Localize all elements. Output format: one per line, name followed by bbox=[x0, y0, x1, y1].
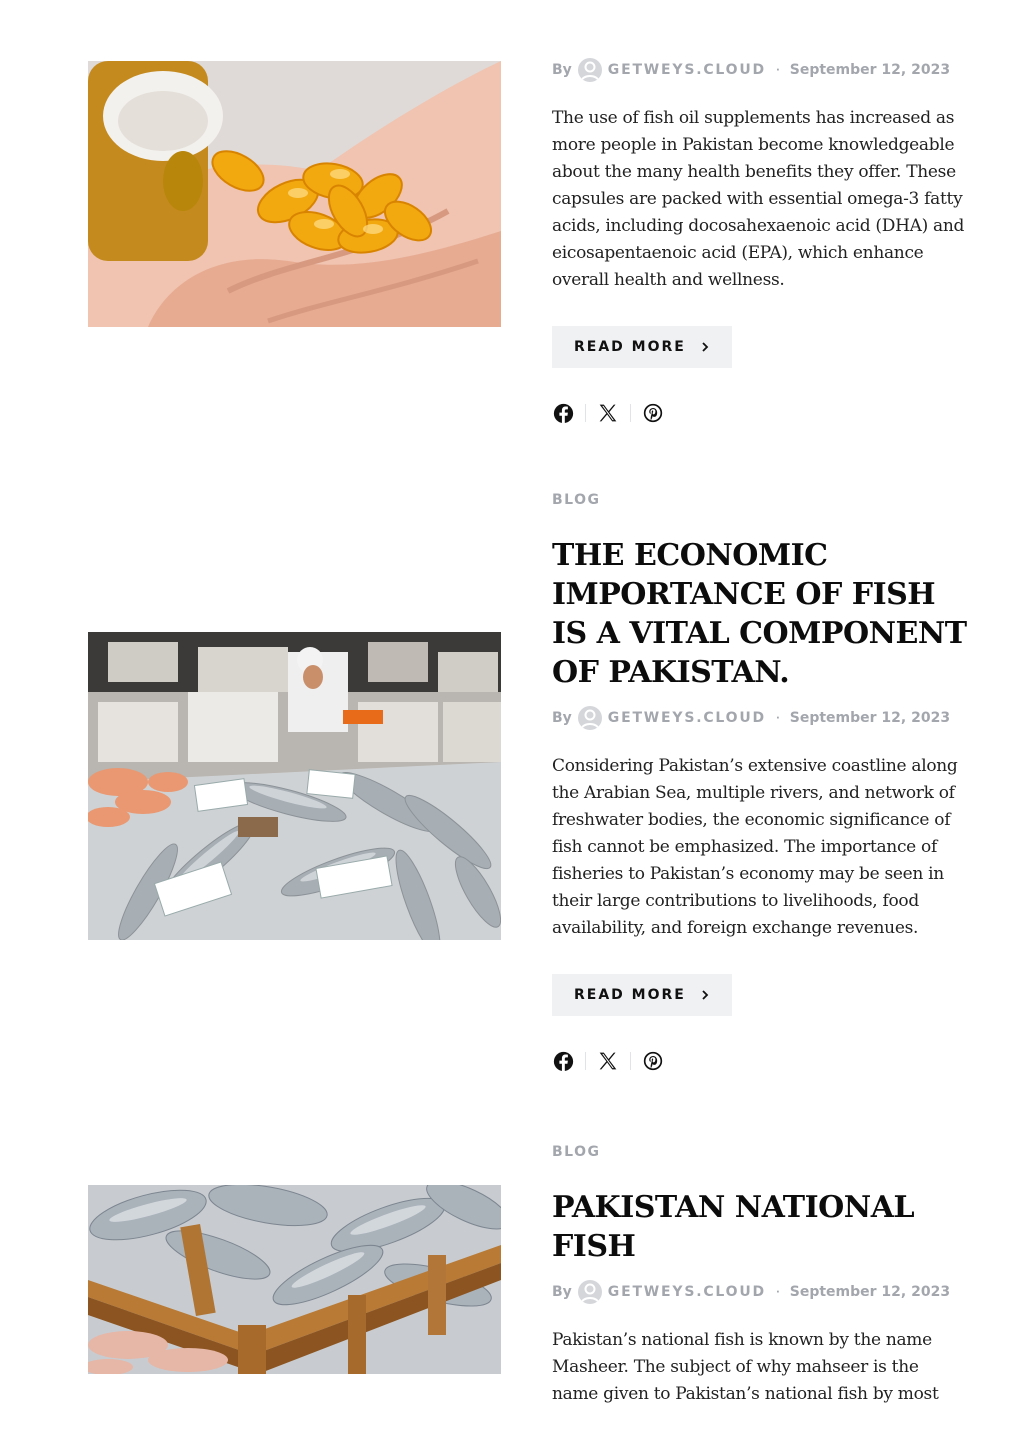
share-divider bbox=[630, 404, 631, 422]
post-meta bbox=[552, 58, 967, 82]
read-more-button[interactable] bbox=[552, 326, 732, 368]
fish-market-image bbox=[88, 632, 501, 940]
post-date[interactable]: September 12, 2023 bbox=[789, 1284, 951, 1300]
avatar[interactable] bbox=[578, 1280, 602, 1304]
post-title[interactable]: PAKISTAN NATIONAL FISH bbox=[552, 1190, 915, 1264]
user-avatar-icon bbox=[578, 58, 602, 82]
share-links bbox=[552, 402, 967, 424]
pinterest-icon[interactable] bbox=[642, 402, 664, 424]
x-icon[interactable] bbox=[597, 402, 619, 424]
fish-oil-image bbox=[88, 61, 501, 327]
facebook-icon[interactable] bbox=[552, 402, 574, 424]
chevron-right-icon bbox=[700, 341, 710, 353]
post-thumbnail[interactable] bbox=[88, 1185, 501, 1374]
read-more-label: READ MORE bbox=[574, 987, 686, 1003]
share-divider bbox=[585, 404, 586, 422]
by-label: By bbox=[552, 1284, 572, 1300]
post-title[interactable]: THE ECONOMIC IMPORTANCE OF FISH IS A VITAL COMPONENT OF PAKISTAN. bbox=[552, 538, 967, 690]
chevron-right-icon bbox=[700, 989, 710, 1001]
author-link[interactable]: GETWEYS.CLOUD bbox=[607, 62, 766, 78]
x-icon[interactable] bbox=[597, 1050, 619, 1072]
read-more-label: READ MORE bbox=[574, 339, 686, 355]
author-link[interactable]: GETWEYS.CLOUD bbox=[607, 710, 766, 726]
avatar[interactable] bbox=[578, 706, 602, 730]
avatar[interactable] bbox=[578, 58, 602, 82]
pinterest-icon[interactable] bbox=[642, 1050, 664, 1072]
post-meta bbox=[552, 706, 967, 730]
post-meta bbox=[552, 1280, 967, 1304]
post-category[interactable]: BLOG bbox=[552, 492, 601, 508]
share-links bbox=[552, 1050, 967, 1072]
meta-separator: · bbox=[775, 64, 780, 76]
meta-separator: · bbox=[775, 712, 780, 724]
post-category[interactable]: BLOG bbox=[552, 1144, 601, 1160]
post-excerpt: The use of fish oil supplements has increased as more people in Pakistan become knowledgeable about the many health benefits they offer. These capsules are packed with essential omega-3 fatty acids, including docosahexaenoic acid (DHA) and eicosapentaenoic acid (EPA), which enhance overall health and wellness. bbox=[552, 108, 965, 290]
user-avatar-icon bbox=[578, 1280, 602, 1304]
post-date[interactable]: September 12, 2023 bbox=[789, 62, 951, 78]
meta-separator: · bbox=[775, 1286, 780, 1298]
post-thumbnail[interactable] bbox=[88, 61, 501, 327]
author-link[interactable]: GETWEYS.CLOUD bbox=[607, 1284, 766, 1300]
post-thumbnail[interactable] bbox=[88, 632, 501, 940]
share-divider bbox=[630, 1052, 631, 1070]
post-excerpt: Considering Pakistan’s extensive coastline along the Arabian Sea, multiple rivers, and network of freshwater bodies, the economic significance of fish cannot be emphasized. The importance of fisheries to Pakistan’s economy may be seen in their large contributions to livelihoods, food availability, and foreign exchange revenues. bbox=[552, 756, 958, 938]
read-more-button[interactable] bbox=[552, 974, 732, 1016]
share-divider bbox=[585, 1052, 586, 1070]
by-label: By bbox=[552, 710, 572, 726]
user-avatar-icon bbox=[578, 706, 602, 730]
post-content bbox=[552, 58, 967, 424]
post-excerpt: Pakistan’s national fish is known by the name Masheer. The subject of why mahseer is the name given to Pakistan’s national fish by most bbox=[552, 1330, 939, 1404]
by-label: By bbox=[552, 62, 572, 78]
post-date[interactable]: September 12, 2023 bbox=[789, 710, 951, 726]
post-content bbox=[552, 492, 967, 1072]
facebook-icon[interactable] bbox=[552, 1050, 574, 1072]
fish-crates-image bbox=[88, 1185, 501, 1374]
post-content bbox=[552, 1144, 967, 1408]
